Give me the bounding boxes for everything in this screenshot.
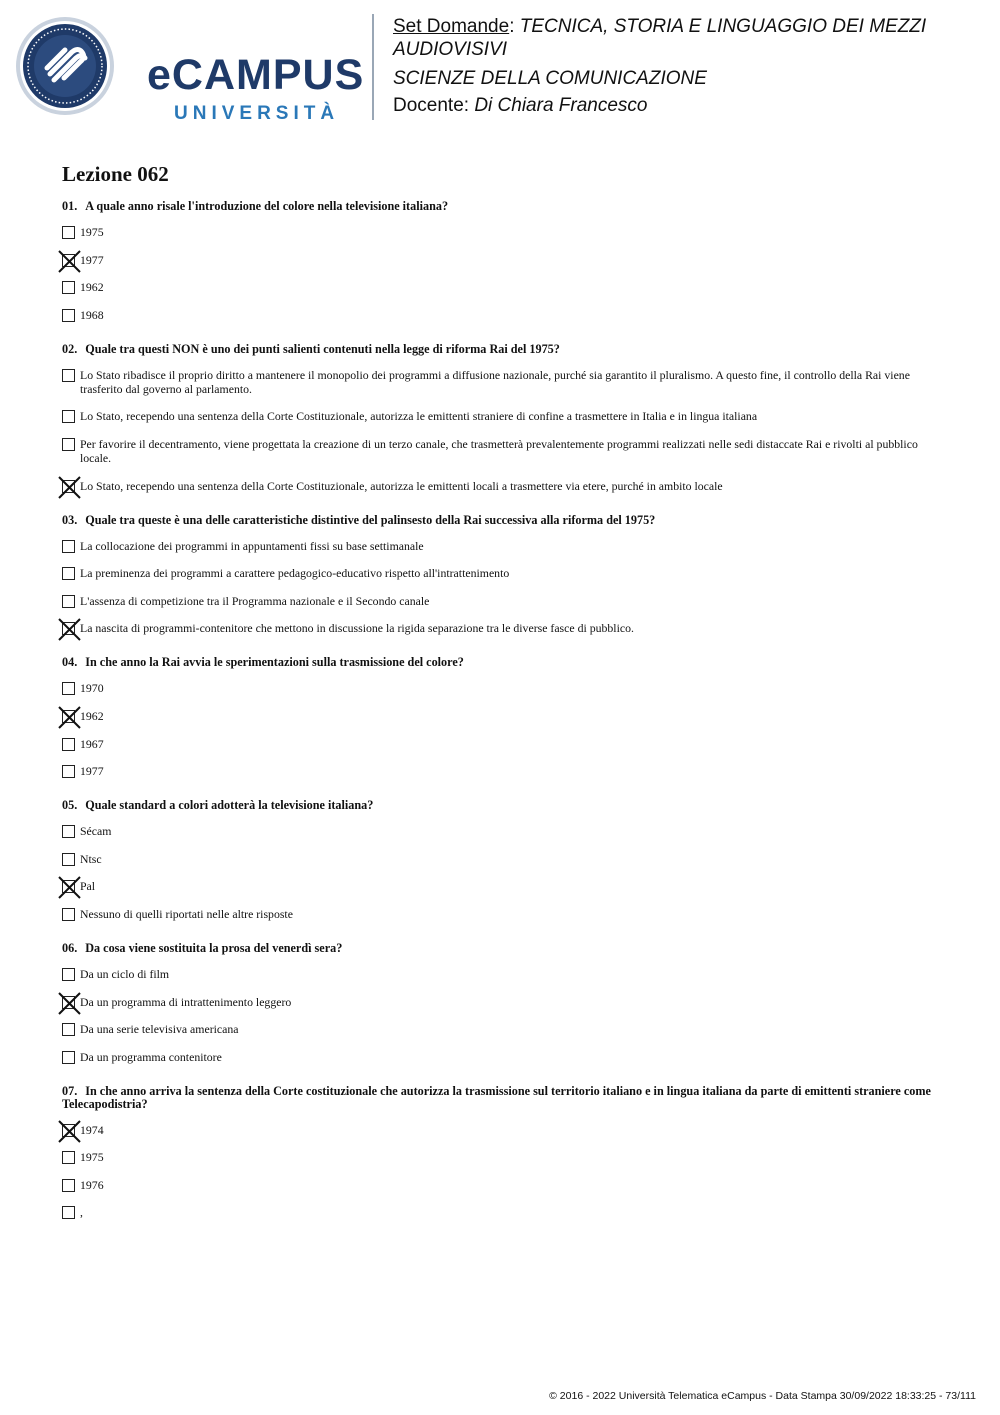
answer-option[interactable]: [62, 681, 942, 695]
checkbox-icon[interactable]: [62, 309, 75, 322]
question-6: [62, 942, 942, 1064]
answer-text: Lo Stato ribadisce il proprio diritto a mantenere il monopolio dei programmi a diffusione nazionale, purché sia garantito il pluralismo. A questo fine, il controllo della Rai viene trasferito dal governo al parlamento.: [80, 367, 910, 396]
question-3: [62, 514, 942, 636]
checked-box-icon[interactable]: [62, 996, 75, 1009]
question-1: [62, 200, 942, 322]
answer-option[interactable]: [62, 566, 942, 580]
answer-text: Nessuno di quelli riportati nelle altre risposte: [80, 906, 293, 921]
question-number: 03.: [62, 512, 78, 527]
question-text: [62, 200, 942, 213]
ecampus-logo: [14, 16, 365, 124]
checkbox-icon[interactable]: [62, 281, 75, 294]
answer-text: 1977: [80, 764, 104, 779]
answer-text: 1977: [80, 252, 104, 267]
teacher-name: Di Chiara Francesco: [474, 95, 648, 116]
question-number: 05.: [62, 798, 78, 813]
answer-text: Per favorire il decentramento, viene progettata la creazione di un terzo canale, che trasmetterà prevalentemente programmi realizzati nelle sedi distaccate Rai e rivolti al pubblico locale.: [80, 436, 918, 465]
checkbox-icon[interactable]: [62, 540, 75, 553]
answer-text: 1968: [80, 307, 104, 322]
checked-box-icon[interactable]: [62, 710, 75, 723]
answer-option[interactable]: [62, 824, 942, 838]
logo-wordmark: eCAMPUS: [147, 51, 365, 99]
checkbox-icon[interactable]: [62, 968, 75, 981]
header-divider: [372, 14, 374, 120]
answer-text: 1975: [80, 225, 104, 239]
answer-text: Pal: [80, 879, 96, 894]
answer-option[interactable]: [62, 409, 942, 423]
question-2: [62, 343, 942, 493]
checkbox-icon[interactable]: [62, 682, 75, 695]
checkbox-icon[interactable]: [62, 825, 75, 838]
question-5: [62, 799, 942, 921]
answer-text: 1962: [80, 708, 104, 723]
logo-subtitle: UNIVERSITÀ: [174, 103, 340, 124]
question-number: 07.: [62, 1083, 78, 1098]
answer-option[interactable]: [62, 764, 942, 778]
question-text: [62, 343, 942, 356]
question-label: Quale standard a colori adotterà la televisione italiana?: [85, 798, 374, 813]
answer-option[interactable]: [62, 253, 942, 267]
answer-option[interactable]: [62, 879, 942, 893]
question-text: [62, 514, 942, 527]
question-label: Quale tra queste è una delle caratteristiche distintive del palinsesto della Rai successiva alla riforma del 1975?: [85, 512, 656, 527]
checkbox-icon[interactable]: [62, 410, 75, 423]
answer-option[interactable]: [62, 737, 942, 751]
checkbox-icon[interactable]: [62, 1206, 75, 1219]
checked-box-icon[interactable]: [62, 880, 75, 893]
question-number: 04.: [62, 655, 78, 670]
checkbox-icon[interactable]: [62, 226, 75, 239]
checkbox-icon[interactable]: [62, 1151, 75, 1164]
answer-option[interactable]: [62, 479, 942, 493]
question-4: [62, 656, 942, 778]
checked-box-icon[interactable]: [62, 254, 75, 267]
answer-text: Ntsc: [80, 851, 102, 866]
answer-option[interactable]: [62, 437, 942, 465]
page-header: [0, 0, 1000, 125]
checkbox-icon[interactable]: [62, 595, 75, 608]
answer-option[interactable]: [62, 280, 942, 294]
checkbox-icon[interactable]: [62, 1051, 75, 1064]
answer-option[interactable]: [62, 594, 942, 608]
answer-option[interactable]: [62, 1150, 942, 1164]
checkbox-icon[interactable]: [62, 1179, 75, 1192]
course-name: SCIENZE DELLA COMUNICAZIONE: [393, 68, 707, 89]
answer-text: 1976: [80, 1177, 104, 1192]
question-number: 06.: [62, 940, 78, 955]
checkbox-icon[interactable]: [62, 908, 75, 921]
answer-option[interactable]: [62, 709, 942, 723]
checkbox-icon[interactable]: [62, 438, 75, 451]
page-footer: © 2016 - 2022 Università Telematica eCampus - Data Stampa 30/09/2022 18:33:25 - 73/111: [549, 1390, 976, 1402]
question-label: A quale anno risale l'introduzione del colore nella televisione italiana?: [85, 199, 449, 213]
answer-option[interactable]: [62, 995, 942, 1009]
answer-text: Sécam: [80, 824, 112, 839]
answer-text: 1974: [80, 1122, 104, 1137]
answer-text: Da un programma contenitore: [80, 1049, 222, 1064]
question-text: [62, 1085, 942, 1111]
checked-box-icon[interactable]: [62, 1124, 75, 1137]
question-text: [62, 799, 942, 812]
checkbox-icon[interactable]: [62, 853, 75, 866]
question-set-label: Set Domande: [393, 16, 510, 37]
lesson-title: Lezione 062: [62, 162, 169, 186]
question-text: [62, 656, 942, 669]
answer-option[interactable]: [62, 368, 942, 396]
question-set-line: [393, 15, 973, 61]
answer-option[interactable]: [62, 225, 942, 239]
answer-text: 1962: [80, 280, 104, 295]
answer-text: L'assenza di competizione tra il Programma nazionale e il Secondo canale: [80, 593, 430, 608]
answer-option[interactable]: [62, 621, 942, 635]
question-label: In che anno arriva la sentenza della Corte costituzionale che autorizza la trasmissione sul territorio italiano e in lingua italiana da parte di emittenti straniere come Telecapodistria?: [62, 1083, 931, 1111]
answer-option[interactable]: [62, 907, 942, 921]
question-label: Da cosa viene sostituita la prosa del venerdì sera?: [85, 940, 343, 955]
answer-text: La preminenza dei programmi a carattere pedagogico-educativo rispetto all'intrattenimento: [80, 566, 510, 581]
answer-text: 1970: [80, 681, 104, 696]
answer-option[interactable]: [62, 539, 942, 553]
checkbox-icon[interactable]: [62, 765, 75, 778]
question-number: 01.: [62, 199, 78, 213]
answer-option[interactable]: [62, 967, 942, 981]
ecampus-seal-icon: [14, 16, 116, 116]
checkbox-icon[interactable]: [62, 1023, 75, 1036]
answer-option[interactable]: [62, 308, 942, 322]
answer-option[interactable]: [62, 1050, 942, 1064]
answer-text: Da un ciclo di film: [80, 966, 170, 981]
question-number: 02.: [62, 341, 78, 356]
checkbox-icon[interactable]: [62, 567, 75, 580]
question-label: Quale tra questi NON è uno dei punti salienti contenuti nella legge di riforma Rai del 1975?: [85, 341, 560, 356]
teacher-line: [393, 94, 973, 117]
answer-option[interactable]: [62, 1022, 942, 1036]
answer-text: Da un programma di intrattenimento leggero: [80, 994, 292, 1009]
header-info: [393, 15, 973, 117]
answer-text: Da una serie televisiva americana: [80, 1022, 239, 1037]
answer-option[interactable]: [62, 1123, 942, 1137]
lesson-content: [62, 160, 942, 1240]
checked-box-icon[interactable]: [62, 622, 75, 635]
answer-text: 1975: [80, 1150, 104, 1165]
answer-text: 1967: [80, 736, 104, 751]
checkbox-icon[interactable]: [62, 738, 75, 751]
question-set-value: TECNICA, STORIA E LINGUAGGIO DEI MEZZI AUDIOVISIVI: [393, 16, 927, 60]
question-set-separator: :: [509, 16, 520, 37]
question-label: In che anno la Rai avvia le sperimentazioni sulla trasmissione del colore?: [85, 655, 464, 670]
teacher-label: Docente:: [393, 95, 475, 116]
answer-text: Lo Stato, recependo una sentenza della Corte Costituzionale, autorizza le emittenti locali a trasmettere via etere, purché in ambito locale: [80, 478, 723, 493]
checked-box-icon[interactable]: [62, 480, 75, 493]
question-text: [62, 942, 942, 955]
answer-text: La collocazione dei programmi in appuntamenti fissi su base settimanale: [80, 538, 424, 553]
answer-text: ,: [80, 1205, 83, 1220]
answer-option[interactable]: [62, 852, 942, 866]
question-7: [62, 1085, 942, 1220]
answer-text: Lo Stato, recependo una sentenza della Corte Costituzionale, autorizza le emittenti straniere di confine a trasmettere in Italia e in lingua italiana: [80, 409, 758, 424]
answer-option[interactable]: [62, 1178, 942, 1192]
checkbox-icon[interactable]: [62, 369, 75, 382]
question-list: [62, 200, 942, 1219]
answer-text: La nascita di programmi-contenitore che mettono in discussione la rigida separazione tra le diverse fasce di pubblico.: [80, 621, 634, 636]
answer-option[interactable]: [62, 1205, 942, 1219]
